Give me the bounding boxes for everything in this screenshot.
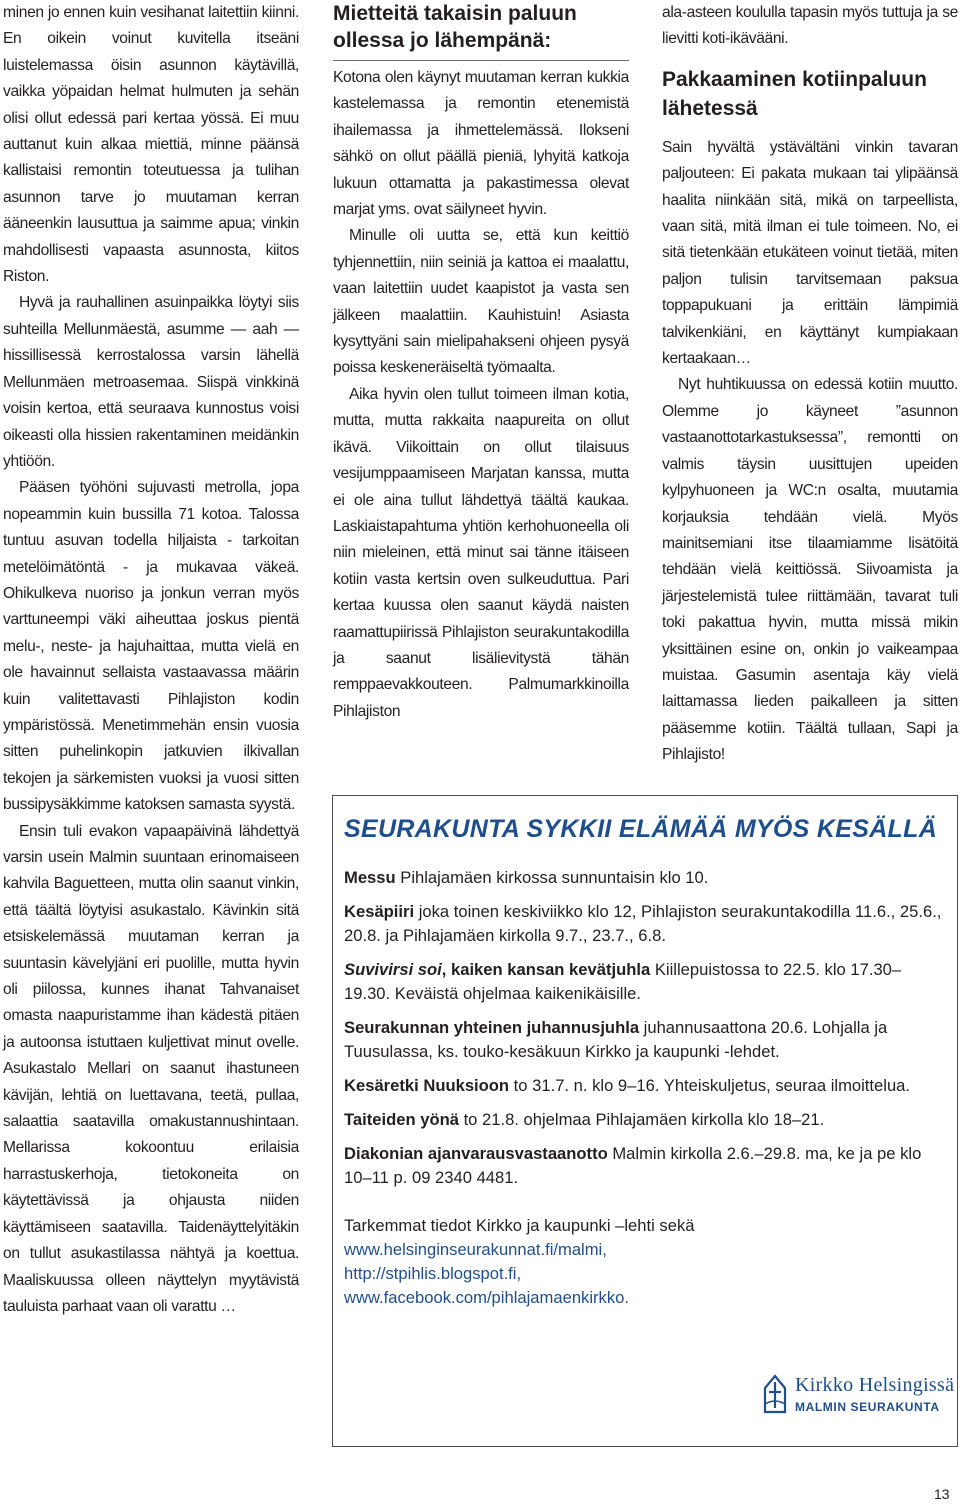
event-details: Malmin kirkolla 2.6.–29.8. ma, ke ja pe klo 10–11 p. 09 2340 4481. xyxy=(344,1144,922,1187)
kirkko-helsingissa-logo xyxy=(761,1372,955,1432)
paragraph: ala-asteen koululla tapasin myös tuttuja ja se lievitti koti-ikävääni. xyxy=(662,4,958,48)
church-logo-icon xyxy=(761,1374,789,1414)
section-heading: Pakkaaminen kotiinpaluun lähetessä xyxy=(662,67,927,120)
event-details: joka toinen keskiviikko klo 12, Pihlajiston seurakuntakodilla 11.6., 25.6., 20.8. ja Pihlajamäen kirkolla 9.7., 23.7., 6.8. xyxy=(344,902,942,945)
event-item xyxy=(344,1142,945,1190)
paragraph: Kotona olen käynyt muutaman kerran kukkia kastelemassa ja remontin etenemistä ihailemassa ja ihmettelemässä. Ilokseni sähkö on ollut päällä pieniä, lyhyitä katkoja lukuun ottamatta ja pakastimessa olevat marjat yms. ovat säilyneet hyvin. xyxy=(333,69,629,219)
link-malmi[interactable]: www.helsinginseurakunnat.fi/malmi, xyxy=(344,1240,607,1259)
paragraph: Hyvä ja rauhallinen asuinpaikka löytyi siis suhteilla Mellunmäestä, asumme — aah — hissillisessä kerrostalossa varsin lähellä Mellunmäen metroasemaa. Siispä vinkkinä voisin kertoa, että seuraava kunnostus voisi oikeasti olla hissien rakentaminen meidänkin yhtiöön. xyxy=(3,294,299,470)
event-item xyxy=(344,958,945,1006)
event-details: to 31.7. n. klo 9–16. Yhteiskuljetus, seuraa ilmoittelua. xyxy=(509,1076,911,1095)
event-name: Suvivirsi soi xyxy=(344,960,442,979)
event-item xyxy=(344,900,945,948)
event-name: Seurakunnan yhteinen juhannusjuhla xyxy=(344,1018,640,1037)
column-middle xyxy=(333,0,629,725)
event-details: to 21.8. ohjelmaa Pihlajamäen kirkolla klo 18–21. xyxy=(458,1110,825,1129)
paragraph: Minulle oli uutta se, että kun keittiö tyhjennettiin, niin seiniä ja kattoa ei maalattu, vaan laitettiin uudet kaapistot ja vasta sen jälkeen maalattiin. Kauhistuin! Asiasta kysyttyäni sain mielipahakseni ohjeen pysyä poissa keskeneräiseltä työmaalta. xyxy=(333,227,629,377)
paragraph: Aika hyvin olen tullut toimeen ilman kotia, mutta, mutta rakkaita naapureita on ollut ikävä. Viikoittain on ollut tilaisuus vesijumppaamiseen Marjatan kanssa, mutta ei ole aina tullut lähdettyä täältä kaukaa. Laskiaistapahtuma yhtiön kerhohuoneella oli niin mieleinen, että minut sai tänne itäiseen kotiin vasta kertsin oven sulkeuduttua. Pari kertaa kuussa olen saanut käydä naisten raamattupiirissä Pihlajiston seurakuntakodilla ja saanut lisälievitystä tähän remppaevakkouteen. Palmumarkkinoilla Pihlajiston xyxy=(333,385,629,720)
event-name: Diakonian ajanvarausvastaanotto xyxy=(344,1144,608,1163)
event-name: Kesäretki Nuuksioon xyxy=(344,1076,510,1095)
page-number: 13 xyxy=(934,1486,950,1502)
paragraph: minen jo ennen kuin vesihanat laitettiin kiinni. En oikein voinut kuvitella itseäni luistelemassa öisin asunnon käytävillä, vaikka yöpaidan helmat hulmuten ja sehän olisi ollut edessä pari kertaa yössä. Ei muu auttanut kuin alkaa miettiä, minne päänsä kallistaisi remontin toteutuessa ja tulihan asunnon tarve jo muutaman kerran ääneenkin lausuttua ja saimme apua; vinkin mahdollisesti vapaasta asunnosta, kiitos Riston. xyxy=(3,4,299,286)
event-item xyxy=(344,1108,945,1132)
link-facebook[interactable]: www.facebook.com/pihlajamaenkirkko. xyxy=(344,1288,629,1307)
event-name: Taiteiden yönä xyxy=(344,1110,459,1129)
event-details: Pihlajamäen kirkossa sunnuntaisin klo 10. xyxy=(395,868,709,887)
events-box xyxy=(332,795,958,1447)
event-item xyxy=(344,1074,945,1098)
paragraph: Ensin tuli evakon vapaapäivinä lähdettyä varsin usein Malmin suuntaan erinomaiseen kahvila Baguetteen, mutta olin saanut vinkin, että täältä löytyisi asukastalo. Kävinkin sitä etsiskelemässä muutaman kerran ja suuntasin kävelyjäni eri puolille, mutta hyvin oli piilossa, kunnes ihanat Tahvanaiset omasta naapuristamme ihan kädestä pitäen ja autoonsa istuttaen kuljettivat minut ovelle. Asukastalo Mellari on saanut ihastuneen kävijän, lehtiä on luettavana, teetä, pullaa, salaattia saatavilla omakustannushintaan. Mellarissa kokoontuu erilaisia harrastuskerhoja, tietokoneita on käytettävissä ja ohjausta niiden käyttämiseen saatavilla. Taidenäyttelyitäkin on tullut asukastilassa nähtyä ja koettua. Maaliskuussa olleen näyttelyn myytävistä tauluista parhaat vaan oli varattu … xyxy=(3,822,299,1315)
more-info-text: Tarkemmat tiedot Kirkko ja kaupunki –lehti sekä xyxy=(344,1216,695,1235)
event-details: juhannusaattona 20.6. Lohjalla ja Tuusulassa, ks. touko-kesäkuun Kirkko ja kaupunki -lehdet. xyxy=(344,1018,888,1061)
paragraph: Sain hyvältä ystävältäni vinkin tavaran paljouteen: Ei pakata mukaan tai ylipäänsä haalita niinkään sitä, mikä on tarpeellista, vaan sitä, mitä ilman ei tule toimeen. No, ei sitä tietenkään etukäteen voinut tietää, miten paljon tulisin tarvitsemaan paksua toppapukuani ja erittäin lämpimiä talvikenkiäni, en käyttänyt kumpiakaan kertaakaan… xyxy=(662,138,958,368)
event-name: Messu xyxy=(344,868,396,887)
paragraph: Pääsen työhöni sujuvasti metrolla, jopa nopeammin kuin bussilla 71 kotoa. Talossa tuntuu asuvan todella hiljaista - tarkoitan metelöimätöntä - ja mukavaa väkeä. Ohikulkeva nuoriso ja jonkun verran myös varttuneempi väki aiheuttaa joskus pientä melu-, neste- ja hajuhaittaa, mutta vielä en ole havainnut sellaista vastaavassa määrin kuin valitettavasti Pihlajiston kodin ympäristössä. Menetimmehän ensin vuosia sitten puhelinkopin jatkuvien ilkivallan tekojen ja särkemisten vuoksi ja vuosi sitten bussipysäkkimme katoksen samasta syystä. xyxy=(3,479,299,814)
event-name: Kesäpiiri xyxy=(344,902,415,921)
section-heading: Mietteitä takaisin paluun ollessa jo lähempänä: xyxy=(333,0,629,61)
logo-subtitle: MALMIN SEURAKUNTA xyxy=(795,1400,940,1414)
column-right xyxy=(662,0,958,769)
paragraph: Nyt huhtikuussa on edessä kotiin muutto. Olemme jo käyneet ”asunnon vastaanottotarkastuksessa”, remontti on valmis täysin uusittujen upeiden kylpyhuoneen ja WC:n osalta, muutamia korjauksia tehdään vielä. Myös mainitsemiani itse tilaamiamme lisätöitä tehdään vielä keittiössä. Siivoamista ja järjestelemistä tulee riittämään, tavarat tuli toki pakattua hyvin, mutta missä mikin yksittäinen esine on, onkin jo vaikeampaa muistaa. Gasumin asentaja käy vielä laittamassa lieden paikalleen ja sitten pääsemme kotiin. Täältä tullaan, Sapi ja Pihlajisto! xyxy=(662,376,958,764)
events-box-title: SEURAKUNTA SYKKII ELÄMÄÄ MYÖS KESÄLLÄ xyxy=(344,815,938,843)
event-details: Kiillepuistossa to 22.5. klo 17.30–19.30. Keväistä ohjelmaa kaikenikäisille. xyxy=(344,960,902,1003)
event-item xyxy=(344,866,945,890)
link-blog[interactable]: http://stpihlis.blogspot.fi, xyxy=(344,1264,522,1283)
column-left xyxy=(3,0,299,1320)
event-name-suffix: , kaiken kansan kevätjuhla xyxy=(441,960,651,979)
logo-title: Kirkko Helsingissä xyxy=(795,1374,955,1396)
more-info xyxy=(344,1214,945,1310)
event-item xyxy=(344,1016,945,1064)
